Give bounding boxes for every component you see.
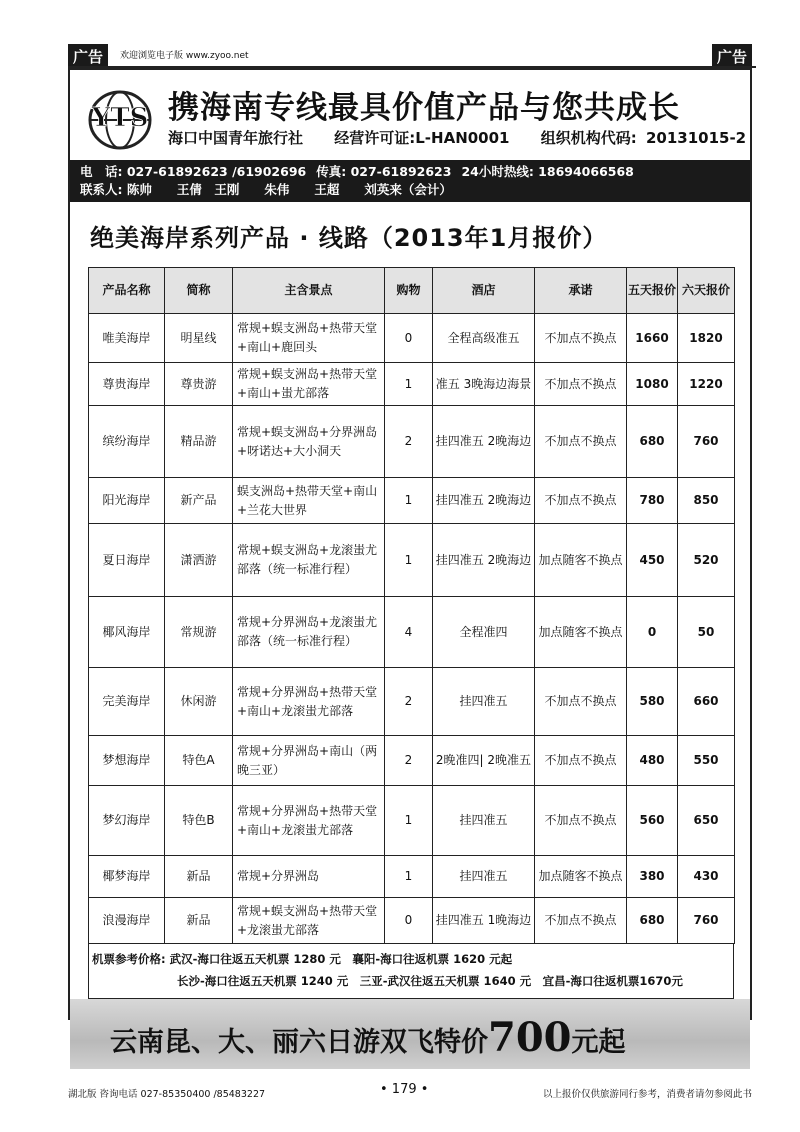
shopping-count: 2 [385,406,433,478]
price-5day: 680 [627,406,678,478]
attractions: 常规+蜈支洲岛+龙滚蚩尤部落（统一标准行程） [233,524,385,597]
section-title: 绝美海岸系列产品 · 线路（2013年1月报价） [90,224,608,252]
org-code: 组织机构代码: 20131015-2 [540,129,747,147]
footer-edition: 湖北版 咨询电话 027-85350400 /85483227 [68,1089,266,1100]
short-name: 休闲游 [165,668,233,736]
product-name: 浪漫海岸 [89,898,165,944]
shopping-count: 2 [385,736,433,786]
short-name: 新产品 [165,478,233,524]
hotline: 24小时热线: 18694066568 [461,164,634,179]
globe-logo-icon [80,88,160,152]
column-header: 酒店 [433,268,535,314]
price-6day: 1220 [678,363,735,406]
fax: 传真: 027-61892623 [316,164,452,179]
product-name: 梦幻海岸 [89,786,165,856]
shopping-count: 4 [385,597,433,668]
price-5day: 780 [627,478,678,524]
headline: 携海南专线最具价值产品与您共成长 [168,90,680,126]
short-name: 尊贵游 [165,363,233,406]
table-row [89,524,735,597]
price-6day: 520 [678,524,735,597]
price-6day: 550 [678,736,735,786]
price-5day: 680 [627,898,678,944]
attractions: 常规+分界洲岛+龙滚蚩尤部落（统一标准行程） [233,597,385,668]
table-row [89,478,735,524]
price-5day: 480 [627,736,678,786]
short-name: 潇洒游 [165,524,233,597]
column-header: 简称 [165,268,233,314]
promo-text: 云南昆、大、丽六日游双飞特价 [110,1027,488,1058]
promise: 不加点不换点 [535,736,627,786]
promo-price: 700 [488,1014,572,1061]
price-6day: 660 [678,668,735,736]
ad-label-left: 广告 [68,44,108,68]
table-row [89,406,735,478]
product-name: 完美海岸 [89,668,165,736]
shopping-count: 0 [385,314,433,363]
product-name: 椰梦海岸 [89,856,165,898]
short-name: 特色B [165,786,233,856]
hotel: 挂四准五 2晚海边 [433,478,535,524]
hotel: 全程高级准五 [433,314,535,363]
column-header: 主含景点 [233,268,385,314]
product-name: 尊贵海岸 [89,363,165,406]
shopping-count: 1 [385,363,433,406]
short-name: 精品游 [165,406,233,478]
short-name: 特色A [165,736,233,786]
shopping-count: 2 [385,668,433,736]
price-table [88,267,735,944]
price-6day: 650 [678,786,735,856]
airfare-line: 长沙-海口往返五天机票 1240 元 三亚-武汉往返五天机票 1640 元 宜昌-海口往返机票1670元 [177,974,683,988]
promise: 不加点不换点 [535,363,627,406]
hotel: 全程准四 [433,597,535,668]
short-name: 新品 [165,856,233,898]
promise: 不加点不换点 [535,478,627,524]
hotel: 挂四准五 1晚海边 [433,898,535,944]
table-row [89,314,735,363]
product-name: 梦想海岸 [89,736,165,786]
product-name: 夏日海岸 [89,524,165,597]
attractions: 常规+蜈支洲岛+热带天堂+龙滚蚩尤部落 [233,898,385,944]
price-5day: 1660 [627,314,678,363]
price-6day: 1820 [678,314,735,363]
promise: 不加点不换点 [535,314,627,363]
attractions: 常规+蜈支洲岛+热带天堂+南山+蚩尤部落 [233,363,385,406]
promise: 加点随客不换点 [535,524,627,597]
product-name: 缤纷海岸 [89,406,165,478]
price-5day: 0 [627,597,678,668]
page-number: • 179 • [380,1082,429,1097]
column-header: 承诺 [535,268,627,314]
attractions: 常规+分界洲岛 [233,856,385,898]
price-5day: 1080 [627,363,678,406]
promo-suffix: 元起 [571,1027,626,1058]
promise: 不加点不换点 [535,668,627,736]
table-row [89,668,735,736]
shopping-count: 1 [385,478,433,524]
column-header: 产品名称 [89,268,165,314]
hotel: 挂四准五 2晚海边 [433,406,535,478]
hotel: 准五 3晚海边海景 [433,363,535,406]
attractions: 常规+分界洲岛+南山（两晚三亚） [233,736,385,786]
table-row [89,786,735,856]
price-5day: 580 [627,668,678,736]
svg-text:YTS: YTS [91,103,149,133]
price-5day: 380 [627,856,678,898]
price-6day: 760 [678,898,735,944]
company-info [168,127,768,148]
product-name: 唯美海岸 [89,314,165,363]
attractions: 常规+分界洲岛+热带天堂+南山+龙滚蚩尤部落 [233,786,385,856]
table-row [89,597,735,668]
shopping-count: 0 [385,898,433,944]
shopping-count: 1 [385,786,433,856]
promise: 不加点不换点 [535,406,627,478]
table-row [89,736,735,786]
promise: 不加点不换点 [535,786,627,856]
promise: 加点随客不换点 [535,856,627,898]
hotel: 挂四准五 [433,856,535,898]
hotel: 2晚准四| 2晚准五 [433,736,535,786]
table-row [89,856,735,898]
hotel: 挂四准五 2晚海边 [433,524,535,597]
contact-people: 联系人: 陈帅 王倩 王刚 朱伟 王超 刘英来（会计） [80,182,452,197]
price-6day: 850 [678,478,735,524]
column-header: 六天报价 [678,268,735,314]
table-row [89,363,735,406]
hotel: 挂四准五 [433,668,535,736]
contact-bar [70,160,750,202]
table-row [89,898,735,944]
price-6day: 760 [678,406,735,478]
attractions: 蜈支洲岛+热带天堂+南山+兰花大世界 [233,478,385,524]
promise: 不加点不换点 [535,898,627,944]
short-name: 明星线 [165,314,233,363]
price-5day: 560 [627,786,678,856]
company-name: 海口中国青年旅行社 [168,129,304,147]
price-6day: 50 [678,597,735,668]
column-header: 五天报价 [627,268,678,314]
phone: 电 话: 027-61892623 /61902696 [80,164,307,179]
column-header: 购物 [385,268,433,314]
promise: 加点随客不换点 [535,597,627,668]
promo-banner [110,1014,626,1061]
hotel: 挂四准五 [433,786,535,856]
footer-disclaimer: 以上报价仅供旅游同行参考，消费者请勿参阅此书 [542,1089,752,1100]
product-name: 阳光海岸 [89,478,165,524]
attractions: 常规+分界洲岛+热带天堂+南山+龙滚蚩尤部落 [233,668,385,736]
airfare-box [88,943,734,999]
ad-label-right: 广告 [712,44,752,68]
short-name: 常规游 [165,597,233,668]
product-name: 椰风海岸 [89,597,165,668]
shopping-count: 1 [385,856,433,898]
site-link[interactable]: 欢迎浏览电子版 www.zyoo.net [120,51,249,61]
attractions: 常规+蜈支洲岛+热带天堂+南山+鹿回头 [233,314,385,363]
attractions: 常规+蜈支洲岛+分界洲岛+呀诺达+大小洞天 [233,406,385,478]
license: 经营许可证:L-HAN0001 [334,129,510,147]
price-5day: 450 [627,524,678,597]
short-name: 新品 [165,898,233,944]
shopping-count: 1 [385,524,433,597]
price-6day: 430 [678,856,735,898]
airfare-line: 机票参考价格: 武汉-海口往返五天机票 1280 元 襄阳-海口往返机票 1620 元起 [92,952,513,966]
